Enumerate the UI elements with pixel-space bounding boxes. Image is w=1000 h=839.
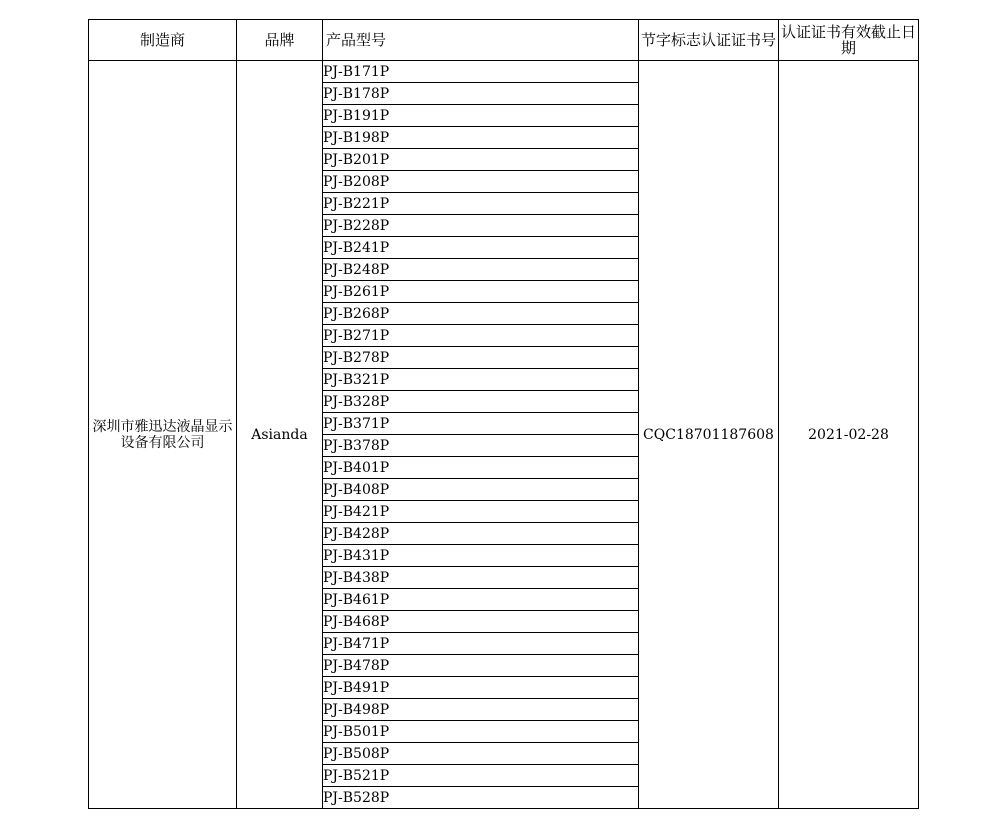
- model-cell: PJ-B221P: [323, 193, 639, 215]
- model-cell: PJ-B228P: [323, 215, 639, 237]
- model-cell: PJ-B378P: [323, 435, 639, 457]
- model-cell: PJ-B461P: [323, 589, 639, 611]
- model-cell: PJ-B208P: [323, 171, 639, 193]
- model-cell: PJ-B198P: [323, 127, 639, 149]
- header-brand: 品牌: [237, 20, 323, 61]
- model-cell: PJ-B268P: [323, 303, 639, 325]
- manufacturer-cell: 深圳市雅迅达液晶显示设备有限公司: [89, 61, 237, 809]
- table-body: [89, 61, 919, 809]
- model-cell: PJ-B178P: [323, 83, 639, 105]
- model-cell: PJ-B408P: [323, 479, 639, 501]
- certification-table: [88, 19, 919, 809]
- header-expiry: 认证证书有效截止日期: [779, 20, 919, 61]
- model-cell: PJ-B271P: [323, 325, 639, 347]
- brand-cell: Asianda: [237, 61, 323, 809]
- model-cell: PJ-B421P: [323, 501, 639, 523]
- header-model: 产品型号: [323, 20, 639, 61]
- model-cell: PJ-B508P: [323, 743, 639, 765]
- model-cell: PJ-B501P: [323, 721, 639, 743]
- model-cell: PJ-B171P: [323, 61, 639, 83]
- model-cell: PJ-B521P: [323, 765, 639, 787]
- model-cell: PJ-B191P: [323, 105, 639, 127]
- model-cell: PJ-B498P: [323, 699, 639, 721]
- model-cell: PJ-B278P: [323, 347, 639, 369]
- model-cell: PJ-B438P: [323, 567, 639, 589]
- model-cell: PJ-B468P: [323, 611, 639, 633]
- table-row: [89, 61, 919, 83]
- header-manufacturer: 制造商: [89, 20, 237, 61]
- model-cell: PJ-B431P: [323, 545, 639, 567]
- model-cell: PJ-B478P: [323, 655, 639, 677]
- header-row: [89, 20, 919, 61]
- header-cert-number: 节字标志认证证书号: [639, 20, 779, 61]
- model-cell: PJ-B401P: [323, 457, 639, 479]
- model-cell: PJ-B248P: [323, 259, 639, 281]
- expiry-cell: 2021-02-28: [779, 61, 919, 809]
- model-cell: PJ-B371P: [323, 413, 639, 435]
- model-cell: PJ-B428P: [323, 523, 639, 545]
- cert-number-cell: CQC18701187608: [639, 61, 779, 809]
- model-cell: PJ-B241P: [323, 237, 639, 259]
- model-cell: PJ-B201P: [323, 149, 639, 171]
- model-cell: PJ-B261P: [323, 281, 639, 303]
- model-cell: PJ-B528P: [323, 787, 639, 809]
- model-cell: PJ-B471P: [323, 633, 639, 655]
- model-cell: PJ-B321P: [323, 369, 639, 391]
- model-cell: PJ-B328P: [323, 391, 639, 413]
- model-cell: PJ-B491P: [323, 677, 639, 699]
